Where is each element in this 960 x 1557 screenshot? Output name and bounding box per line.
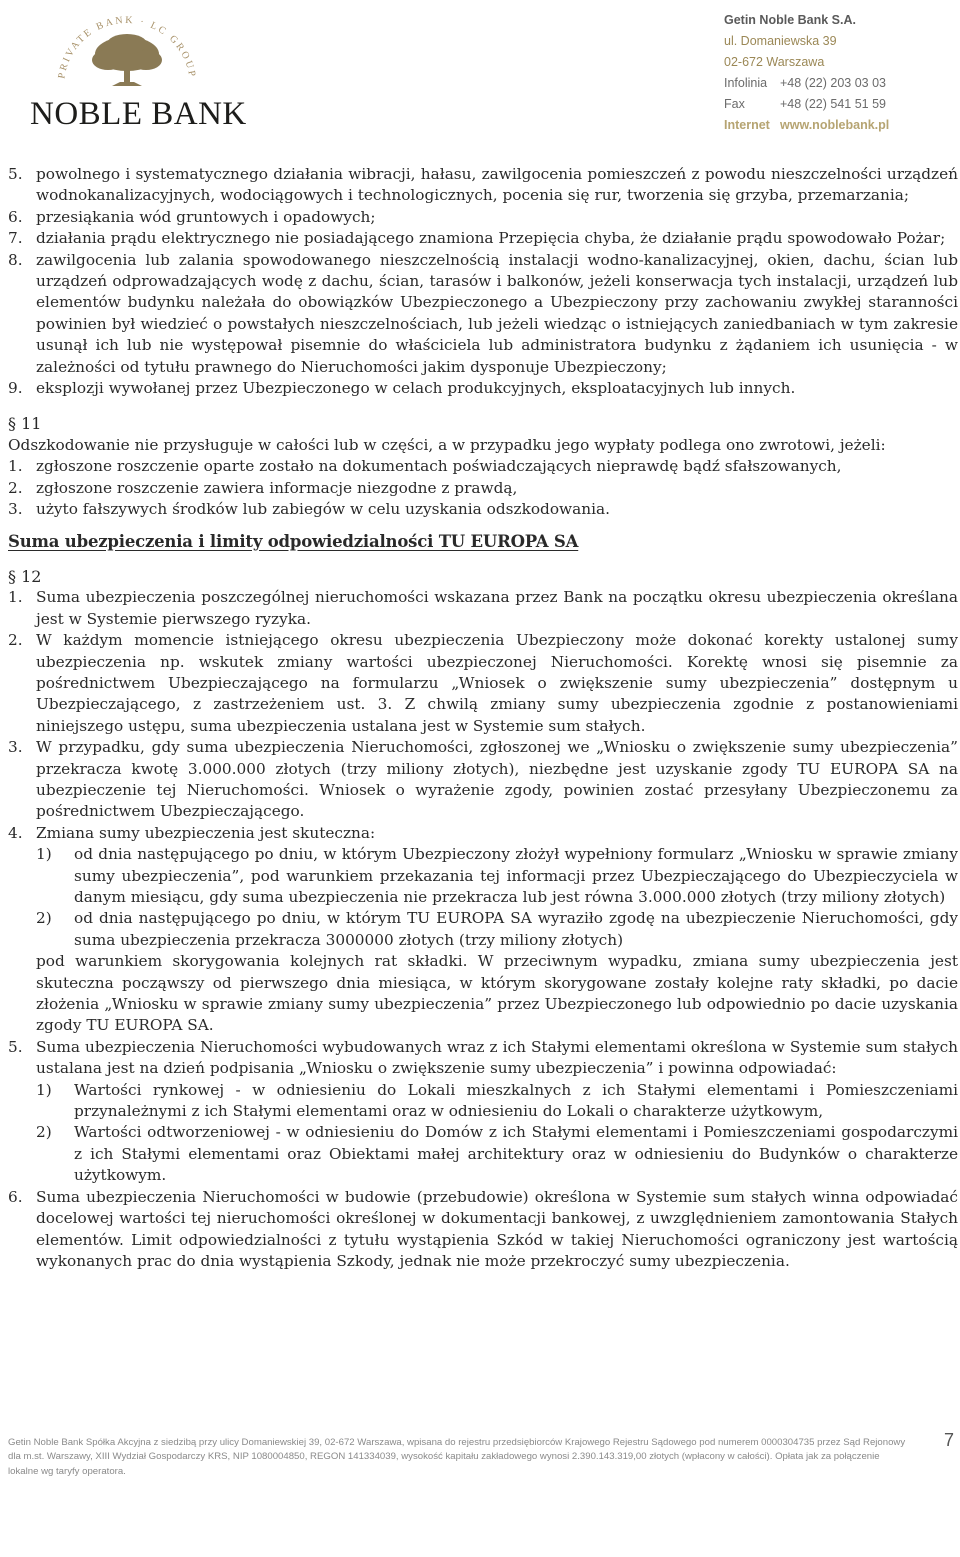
sub-item-number: 1): [36, 845, 52, 864]
section-title: Suma ubezpieczenia i limity odpowiedzialności TU EUROPA SA: [8, 531, 579, 551]
item-number: 6.: [8, 207, 23, 226]
list-item: [8, 250, 958, 378]
item-number: 3.: [8, 738, 23, 757]
list-item: [8, 823, 958, 844]
list-item: [8, 207, 958, 228]
list-item: [8, 164, 958, 207]
sub-item: [36, 1122, 958, 1186]
item-text: Suma ubezpieczenia poszczególnej nieruchomości wskazana przez Bank na początku okresu ubezpieczenia określana jest w Systemie pierwszego ryzyka.: [36, 588, 958, 628]
item-text: Suma ubezpieczenia Nieruchomości wybudowanych wraz z ich Stałymi elementami określona w Systemie sum stałych ustalana jest na dzień podpisania „Wniosku o zwiększenie sumy ubezpieczenia” i powinna odpowiadać:: [36, 1037, 958, 1078]
phone-row: [724, 73, 954, 94]
list-item: [8, 378, 958, 399]
item-text: Zmiana sumy ubezpieczenia jest skuteczna:: [36, 823, 376, 842]
list-item: [8, 456, 958, 477]
item-number: 5.: [8, 1037, 23, 1056]
logo-wordmark: NOBLE BANK: [30, 96, 247, 132]
fax-row: [724, 94, 954, 115]
item-number: 1.: [8, 457, 23, 476]
tree-logo-icon: [22, 8, 232, 98]
fax-value: +48 (22) 541 51 59: [780, 97, 886, 111]
fax-label: Fax: [724, 97, 745, 111]
paragraph-11-intro: Odszkodowanie nie przysługuje w całości lub w części, a w przypadku jego wypłaty podlega ono zwrotowi, jeżeli:: [8, 435, 886, 454]
item-text: działania prądu elektrycznego nie posiadającego znamiona Przepięcia chyba, że działanie prądu spowodowało Pożar;: [36, 229, 946, 248]
item-text: W przypadku, gdy suma ubezpieczenia Nieruchomości, zgłoszonej we „Wniosku o zwiększenie sumy ubezpieczenia” przekracza kwotę 3.000.000 złotych (trzy miliony złotych), niezbędne jest uzyskanie zgody TU EUROPA SA na ubezpieczenie tej Nieruchomości. Wniosek o wyrażenie zgody, powinien zostać przesyłany Ubezpieczonemu za pośrednictwem Ubezpieczającego.: [36, 738, 958, 821]
page-number: 7: [944, 1430, 955, 1450]
item-number: 1.: [8, 588, 23, 607]
item-text: powolnego i systematycznego działania wibracji, hałasu, zawilgocenia pomieszczeń z powodu nieszczelności urządzeń wodnokanalizacyjnych, wodociągowych i technologicznych, pocenia się rur, tworzenia się grzyba, przemarzania;: [36, 165, 958, 205]
phone-label: Infolinia: [724, 76, 768, 90]
contact-block: [724, 10, 954, 136]
item-number: 4.: [8, 823, 23, 842]
list-item: [8, 478, 958, 499]
footer-legal-text: Getin Noble Bank Spółka Akcyjna z siedzibą przy ulicy Domaniewskiej 39, 02-672 Warszawa, wpisana do rejestru przedsiębiorców Krajowego Rejestru Sądowego pod numerem 0000304735 przez Sąd Rejonowy dla m.st. Warszawy, XIII Wydział Gospodarczy KRS, NIP 1080004850, REGON 141334039, wysokość kapitału zakładowego wynosi 2.390.143.319,00 złotych (wpłacony w całości). Opłata jak za połączenie lokalne wg taryfy operatora.: [8, 1437, 906, 1477]
sub-item-number: 1): [36, 1080, 52, 1099]
company-name: Getin Noble Bank S.A.: [724, 13, 856, 27]
list-item: [8, 1187, 958, 1273]
noble-bank-logo: [22, 8, 247, 132]
list-item: [8, 737, 958, 823]
item-text: eksplozji wywołanej przez Ubezpieczonego w celach produkcyjnych, eksploatacyjnych lub innych.: [36, 379, 796, 398]
sub-item: [36, 844, 958, 908]
phone-value: +48 (22) 203 03 03: [780, 76, 886, 90]
item-number: 2.: [8, 631, 23, 650]
sub-item: [36, 908, 958, 951]
item-number: 8.: [8, 250, 23, 269]
item-text: W każdym momencie istniejącego okresu ubezpieczenia Ubezpieczony może dokonać korekty ustalonej sumy ubezpieczenia np. wskutek zmiany wartości ubezpieczonej Nieruchomości. Korektę wnosi się pisemnie za pośrednictwem Ubezpieczającego na formularzu „Wniosek o zwiększenie sumy ubezpieczenia” dostępnym u Ubezpieczającego, z zastrzeżeniem ust. 3. Z chwilą zmiany sumy ubezpieczenia zgodnie z postanowieniami niniejszego ustępu, suma ubezpieczenia ustalana jest w Systemie sum stałych.: [36, 631, 958, 735]
item-number: 6.: [8, 1187, 23, 1206]
list-item: [8, 1037, 958, 1080]
item-text: zawilgocenia lub zalania spowodowanego nieszczelnością instalacji wodno-kanalizacyjnej, okien, dachu, ścian lub urządzeń odprowadzających wodę z dachu, ścian, tarasów i balkonów, jeżeli konserwacja tych instalacji, urządzeń lub elementów budynku należała do obowiązków Ubezpieczonego a Ubezpieczony przy zachowaniu zwykłej staranności powinien był wiedzieć o powstałych nieszczelnościach, lub jeżeli wiedząc o istniejących zaniedbaniach w tym zakresie usunął ich lub nie występował pisemnie do właściciela lub administratora budynku z żądaniem ich usunięcia - w zależności od tytułu prawnego do Nieruchomości jakim dysponuje Ubezpieczony;: [36, 250, 958, 376]
list-item: [8, 587, 958, 630]
document-body: [8, 164, 958, 1272]
list-item: [8, 228, 958, 249]
sub-item-text: Wartości odtworzeniowej - w odniesieniu do Domów z ich Stałymi elementami i Pomieszczeniami gospodarczymi z ich Stałymi elementami oraz Obiektami małej architektury oraz w odniesieniu do Budynków o charakterze użytkowym.: [74, 1123, 958, 1185]
sub-item-number: 2): [36, 909, 52, 928]
sub-item-text: od dnia następującego po dniu, w którym TU EUROPA SA wyraziło zgodę na ubezpieczenie Nieruchomości, gdy suma ubezpieczenia przekracza 3000000 złotych (trzy miliony złotych): [74, 909, 958, 949]
item-number: 5.: [8, 165, 23, 183]
item-text: przesiąkania wód gruntowych i opadowych;: [36, 207, 376, 226]
paragraph-11-mark: § 11: [8, 414, 42, 434]
address-street: ul. Domaniewska 39: [724, 34, 837, 48]
item-text: Suma ubezpieczenia Nieruchomości w budowie (przebudowie) określona w Systemie sum stałych winna odpowiadać docelowej wartości tej nieruchomości określonej w dokumentacji bankowej, z uwzględnieniem zamontowania Stałych elementów. Limit odpowiedzialności z tytułu wystąpienia Szkód w takiej Nieruchomości ograniczony jest wartością wykonanych prac do dnia wystąpienia Szkody, jednak nie może przekroczyć sumy ubezpieczenia.: [36, 1187, 958, 1270]
item-continuation: pod warunkiem skorygowania kolejnych rat składki. W przeciwnym wypadku, zmiana sumy ubezpieczenia jest skuteczna począwszy od pierwszego dnia miesiąca, w którym skorygowane zostały kolejne raty składki, po dacie złożenia „Wniosku w sprawie zmiany sumy ubezpieczenia” przez Ubezpieczonego lub odpowiednio po dacie uzyskania zgody TU EUROPA SA.: [36, 952, 958, 1035]
sub-item-text: od dnia następującego po dniu, w którym Ubezpieczony złożył wypełniony formularz „Wniosku w sprawie zmiany sumy ubezpieczenia”, pod warunkiem przekazania tej informacji przez Ubezpieczającego do Ubezpieczyciela w danym miesiącu, gdy suma ubezpieczenia nie przekracza lub jest równa 3.000.000 złotych (trzy miliony złotych): [74, 845, 958, 906]
list-item: [8, 499, 958, 520]
internet-row: [724, 115, 954, 136]
sub-item-number: 2): [36, 1123, 52, 1142]
address-city: 02-672 Warszawa: [724, 55, 825, 69]
item-number: 3.: [8, 500, 23, 519]
sub-item: [36, 1080, 958, 1123]
website-link[interactable]: www.noblebank.pl: [780, 118, 890, 132]
paragraph-12-mark: § 12: [8, 566, 42, 586]
item-number: 7.: [8, 229, 23, 248]
list-item: [8, 630, 958, 737]
item-text: użyto fałszywych środków lub zabiegów w celu uzyskania odszkodowania.: [36, 500, 610, 519]
item-number: 2.: [8, 478, 23, 497]
logo-arc-text: PRIVATE BANK · LC GROUP: [56, 14, 198, 80]
item-text: zgłoszone roszczenie zawiera informacje niezgodne z prawdą,: [36, 478, 518, 497]
sub-item-text: Wartości rynkowej - w odniesieniu do Lokali mieszkalnych z ich Stałymi elementami i Pomieszczeniami przynależnymi z ich Stałymi elementami oraz w odniesieniu do Lokali o charakterze użytkowym,: [74, 1080, 958, 1121]
item-number: 9.: [8, 379, 23, 398]
item-text: zgłoszone roszczenie oparte zostało na dokumentach poświadczających nieprawdę bądź sfałszowanych,: [36, 457, 842, 476]
internet-label: Internet: [724, 118, 770, 132]
